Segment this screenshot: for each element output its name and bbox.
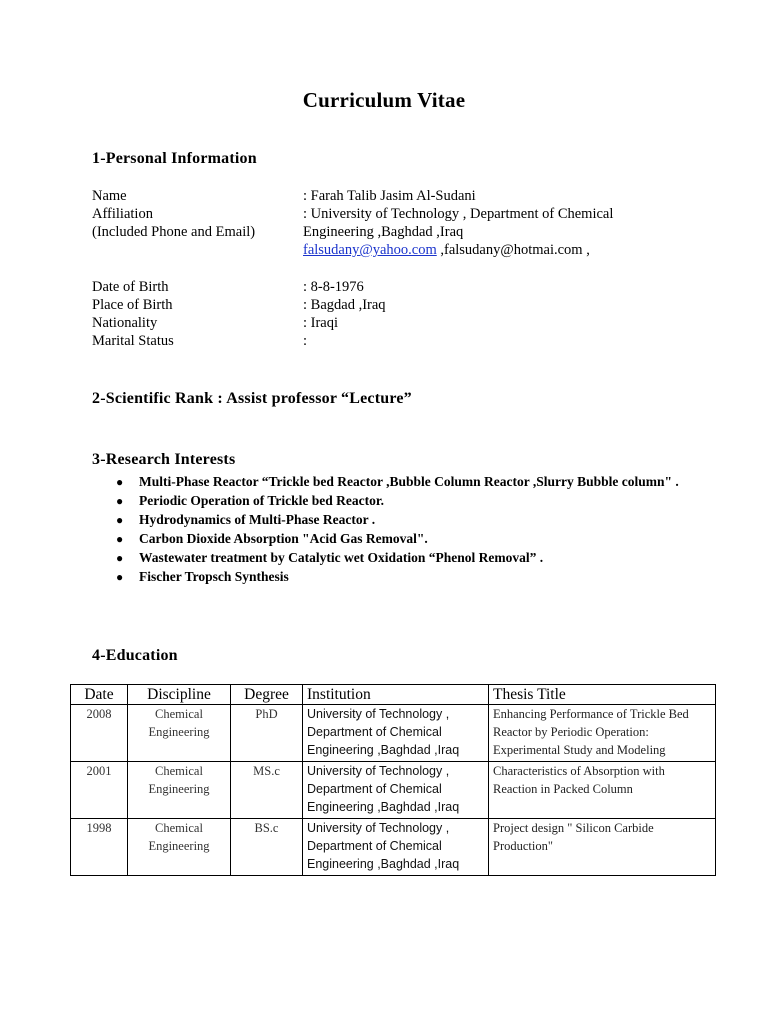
email-line — [303, 242, 590, 259]
document-title: Curriculum Vitae — [302, 88, 466, 112]
info-value: : 8-8-1976 — [303, 279, 364, 295]
cell-degree: BS.c — [231, 819, 303, 876]
info-label: Nationality — [92, 315, 158, 331]
cell-discipline: Chemical Engineering — [128, 762, 231, 819]
interest-text: Periodic Operation of Trickle bed Reactor. — [139, 493, 384, 508]
info-value: : University of Technology , Department of Chemical — [303, 206, 614, 222]
list-item — [114, 568, 684, 586]
cell-degree: PhD — [231, 705, 303, 762]
list-item — [114, 530, 684, 548]
list-item — [114, 492, 684, 510]
list-item — [114, 511, 684, 529]
column-header-thesis: Thesis Title — [489, 685, 716, 705]
bullet-icon: ● — [116, 494, 124, 508]
interest-text: Multi-Phase Reactor “Trickle bed Reactor ,Bubble Column Reactor ,Slurry Bubble column" . — [139, 474, 679, 489]
email-link-yahoo[interactable]: falsudany@yahoo.com — [303, 242, 437, 258]
interest-text: Fischer Tropsch Synthesis — [139, 569, 289, 584]
cell-discipline: Chemical Engineering — [128, 819, 231, 876]
research-interests-list — [114, 473, 684, 587]
info-label: Affiliation — [92, 206, 153, 222]
table-row — [71, 705, 716, 762]
personal-info-heading: 1-Personal Information — [92, 150, 257, 167]
column-header-date: Date — [71, 685, 128, 705]
cell-date: 2008 — [71, 705, 128, 762]
interest-text: Carbon Dioxide Absorption "Acid Gas Removal". — [139, 531, 428, 546]
email-secondary: ,falsudany@hotmai.com , — [436, 242, 590, 258]
interest-text: Hydrodynamics of Multi-Phase Reactor . — [139, 512, 376, 527]
info-label: Name — [92, 188, 127, 204]
scientific-rank-heading: 2-Scientific Rank : Assist professor “Lecture” — [92, 390, 412, 407]
info-value: : Farah Talib Jasim Al-Sudani — [303, 188, 476, 204]
info-label: Marital Status — [92, 333, 174, 349]
cell-institution: University of Technology , Department of Chemical Engineering ,Baghdad ,Iraq — [303, 819, 489, 876]
list-item — [114, 473, 684, 491]
cell-thesis: Enhancing Performance of Trickle Bed Reactor by Periodic Operation: Experimental Study and Modeling — [489, 705, 716, 762]
cell-discipline: Chemical Engineering — [128, 705, 231, 762]
bullet-icon: ● — [116, 513, 124, 527]
info-value: Engineering ,Baghdad ,Iraq — [303, 224, 464, 240]
column-header-institution: Institution — [303, 685, 489, 705]
column-header-degree: Degree — [231, 685, 303, 705]
table-header-row — [71, 685, 716, 705]
list-item — [114, 549, 684, 567]
info-value: : Bagdad ,Iraq — [303, 297, 386, 313]
info-value: : — [303, 333, 308, 349]
interest-text: Wastewater treatment by Catalytic wet Oxidation “Phenol Removal” . — [139, 550, 544, 565]
column-header-discipline: Discipline — [128, 685, 231, 705]
info-label: (Included Phone and Email) — [92, 224, 256, 240]
table-row — [71, 819, 716, 876]
cell-date: 1998 — [71, 819, 128, 876]
bullet-icon: ● — [116, 532, 124, 546]
bullet-icon: ● — [116, 551, 124, 565]
cell-degree: MS.c — [231, 762, 303, 819]
cell-date: 2001 — [71, 762, 128, 819]
education-heading: 4-Education — [92, 647, 178, 664]
bullet-icon: ● — [116, 475, 124, 489]
cell-institution: University of Technology , Department of Chemical Engineering ,Baghdad ,Iraq — [303, 705, 489, 762]
bullet-icon: ● — [116, 570, 124, 584]
research-interests-heading: 3-Research Interests — [92, 451, 236, 468]
info-value: : Iraqi — [303, 315, 339, 331]
cell-thesis: Project design " Silicon Carbide Production" — [489, 819, 716, 876]
info-label: Place of Birth — [92, 297, 173, 313]
cell-thesis: Characteristics of Absorption with Reaction in Packed Column — [489, 762, 716, 819]
education-table — [70, 684, 716, 876]
table-row — [71, 762, 716, 819]
info-label: Date of Birth — [92, 279, 169, 295]
cell-institution: University of Technology , Department of Chemical Engineering ,Baghdad ,Iraq — [303, 762, 489, 819]
